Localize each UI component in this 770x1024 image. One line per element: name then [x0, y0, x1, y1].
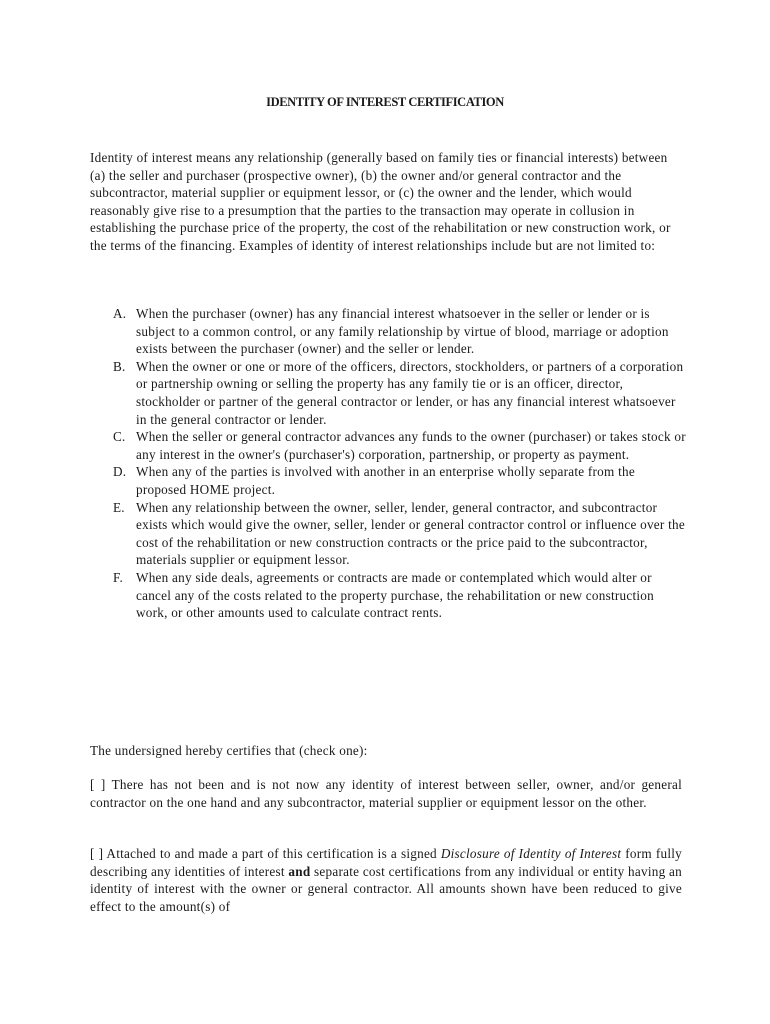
list-item-text: When any side deals, agreements or contracts are made or contemplated which would alter or cancel any of the costs related to the property purchase, the rehabilitation or new construction work, or other amounts used to calculate contract rents. — [136, 569, 654, 621]
list-marker: D. — [113, 464, 127, 480]
list-item — [113, 499, 688, 569]
disclosure-form-name: Disclosure of Identity of Interest — [440, 846, 622, 861]
option-text-tail: separate cost certifications from any individual or entity having an identity of interest with the owner or general contractor. All amounts shown have been reduced to give effect to the amount(s) of — [90, 863, 682, 914]
option-text-middle: form fully describing any identities of interest — [90, 846, 682, 879]
list-item — [113, 569, 688, 622]
checkbox-option-disclosure-attached — [90, 845, 682, 915]
document-title: IDENTITY OF INTEREST CERTIFICATION — [266, 95, 504, 109]
list-marker: E. — [113, 499, 125, 515]
list-item — [113, 463, 688, 498]
intro-paragraph: Identity of interest means any relationship (generally based on family ties or financial interests) between (a) the seller and purchaser (prospective owner), (b) the owner and/or general contractor and the subcontractor, material supplier or equipment lessor, or (c) the owner and the lender, which would reasonably give rise to a presumption that the parties to the transaction may operate in collusion in establishing the purchase price of the property, the cost of the rehabilitation or new construction work, or the terms of the financing. Examples of identity of interest relationships include but are not limited to: — [90, 150, 671, 253]
option-text-lead: [ ] Attached to and made a part of this certification is a signed — [90, 846, 441, 861]
list-marker: C. — [113, 429, 126, 445]
list-item — [113, 305, 688, 358]
list-item-text: When any relationship between the owner, seller, lender, general contractor, and subcontractor exists which would give the owner, seller, lender or general contractor control or influence over the cost of the rehabilitation or new construction contracts or the price paid to the subcontractor, materials supplier or equipment lessor. — [136, 499, 685, 568]
list-item-text: When the purchaser (owner) has any financial interest whatsoever in the seller or lender or is subject to a common control, or any family relationship by virtue of blood, marriage or adoption exists between the purchaser (owner) and the seller or lender. — [136, 306, 669, 357]
list-marker: F. — [113, 569, 124, 585]
examples-list — [113, 305, 688, 622]
checkbox-option-no-identity: [ ] There has not been and is not now any identity of interest between seller, owner, and/or general contractor on the one hand and any subcontractor, material supplier or equipment lessor on the other. — [90, 777, 682, 810]
emphasized-word: and — [288, 863, 311, 879]
list-item-text: When the owner or one or more of the officers, directors, stockholders, or partners of a corporation or partnership owning or selling the property has any family tie or is an officer, director, stockholder or partner of the general contractor or lender, or has any financial interest whatsoever in the general contractor or lender. — [136, 358, 684, 427]
list-marker: B. — [113, 358, 126, 374]
list-item-text: When the seller or general contractor advances any funds to the owner (purchaser) or takes stock or any interest in the owner's (purchaser's) corporation, partnership, or property as payment. — [136, 429, 686, 462]
list-item-text: When any of the parties is involved with another in an enterprise wholly separate from the proposed HOME project. — [136, 464, 635, 497]
list-item — [113, 358, 688, 428]
certify-line: The undersigned hereby certifies that (check one): — [90, 743, 368, 758]
list-item — [113, 428, 688, 463]
list-marker: A. — [113, 306, 127, 321]
